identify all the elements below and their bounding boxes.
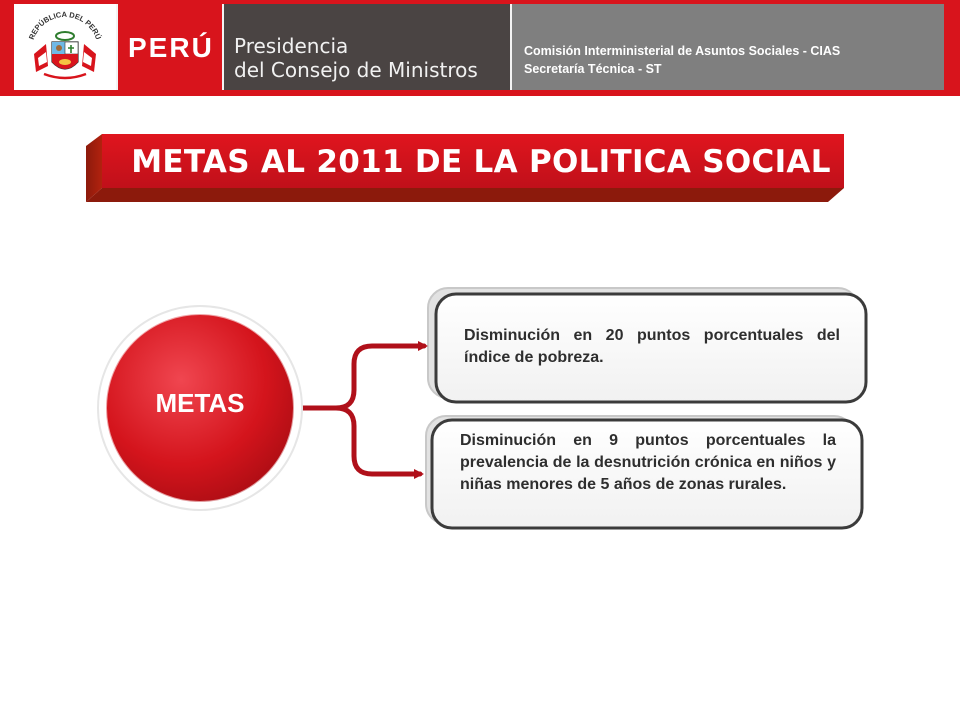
secretariat-name: Secretaría Técnica - ST [524, 62, 662, 76]
metas-label: METAS [155, 388, 245, 418]
institution-name-line1: Presidencia [234, 34, 349, 58]
page-title: METAS AL 2011 DE LA POLITICA SOCIAL [131, 144, 831, 180]
commission-name: Comisión Interministerial de Asuntos Sociales - CIAS [524, 44, 841, 58]
goal-text-2: Disminución en 9 puntos porcentuales la prevalencia de la desnutrición crónica en niños y niñas menores de 5 años de zonas rurales. [460, 432, 836, 493]
connector-arrows [298, 346, 424, 474]
country-name: PERÚ [128, 32, 214, 63]
institution-name-line2: del Consejo de Ministros [234, 58, 478, 82]
goal-text-1: Disminución en 20 puntos porcentuales del índice de pobreza. [464, 327, 840, 366]
shield-caption: REPÚBLICA DEL PERÚ [26, 9, 104, 41]
